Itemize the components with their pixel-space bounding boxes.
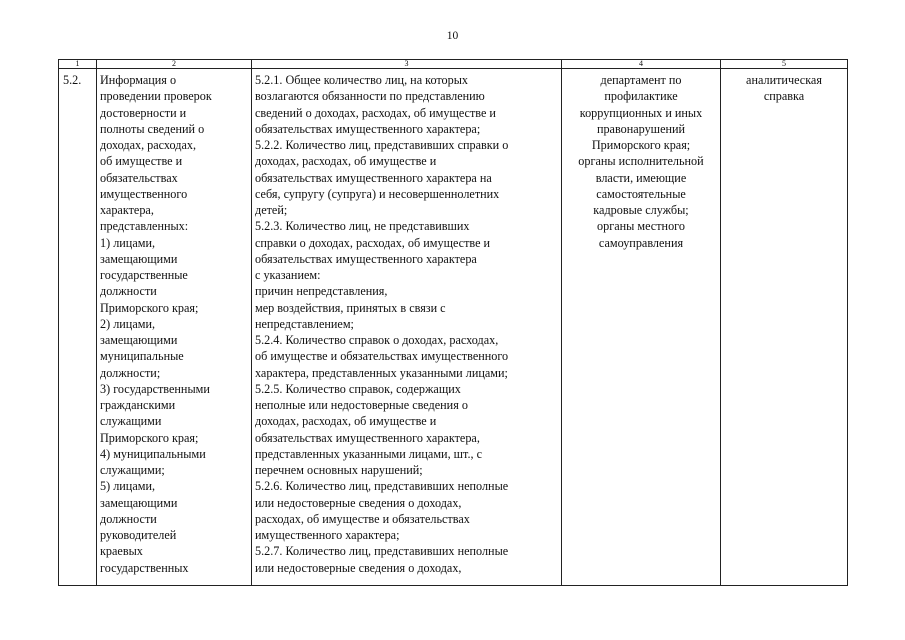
text-line: коррупционных и иных	[579, 105, 703, 120]
text-line: 2) лицами,	[100, 316, 156, 331]
column-number-1: 1	[59, 60, 97, 69]
text-line: 5.2.7. Количество лиц, представивших неполные	[255, 544, 509, 559]
indicators-text	[252, 69, 561, 576]
measure-cell	[97, 69, 252, 586]
text-line: или недостоверные сведения о доходах,	[255, 560, 462, 575]
text-line: сведений о доходах, расходах, об имуществе и	[255, 105, 496, 120]
text-line: Приморского края;	[591, 138, 691, 152]
text-line: государственных	[100, 560, 189, 575]
text-line: доходах, расходах, об имуществе и	[255, 154, 437, 169]
text-line: 5.2.5. Количество справок, содержащих	[255, 381, 461, 396]
item-number: 5.2.	[63, 73, 82, 87]
text-line: имущественного характера;	[255, 528, 400, 542]
text-line: департамент по	[600, 73, 682, 87]
text-line: должности	[100, 511, 157, 526]
text-line: 5.2.6. Количество лиц, представивших неполные	[255, 479, 509, 494]
text-line: органы местного	[597, 219, 685, 234]
report-form-text	[721, 69, 847, 105]
text-line: государственные	[100, 268, 188, 282]
text-line: с указанием:	[255, 268, 321, 282]
text-line: непредставлением;	[255, 316, 354, 331]
text-line: 5.2.3. Количество лиц, не представивших	[255, 219, 470, 234]
text-line: 1) лицами,	[100, 235, 156, 250]
text-line: 5.2.2. Количество лиц, представивших справки о	[255, 138, 509, 152]
text-line: правонарушений	[596, 121, 686, 136]
text-line: кадровые службы;	[593, 203, 689, 217]
text-line: краевых	[100, 544, 143, 559]
text-line: причин непредставления,	[255, 284, 388, 299]
report-form-cell	[721, 69, 848, 586]
text-line: профилактике	[604, 89, 678, 104]
column-number-2: 2	[97, 60, 252, 69]
item-number-cell	[59, 69, 97, 586]
column-numbers-row	[59, 60, 848, 69]
text-line: имущественного	[100, 186, 188, 201]
text-line: должности	[100, 284, 157, 299]
text-line: муниципальные	[100, 349, 184, 364]
text-line: аналитическая	[746, 73, 822, 87]
text-line: об имуществе и	[100, 154, 183, 169]
text-line: служащими;	[100, 463, 165, 477]
text-line: проведении проверок	[100, 89, 212, 104]
page-number: 10	[446, 30, 459, 42]
measure-text	[97, 69, 251, 576]
text-line: доходах, расходах, об имуществе и	[255, 414, 437, 429]
text-line: 5.2.1. Общее количество лиц, на которых	[255, 73, 469, 87]
text-line: неполные или недостоверные сведения о	[255, 398, 468, 412]
text-line: самоуправления	[598, 235, 684, 250]
plan-table	[58, 59, 848, 586]
text-line: обязательствах	[100, 170, 178, 185]
text-line: служащими	[100, 414, 162, 429]
text-line: перечнем основных нарушений;	[255, 463, 423, 477]
text-line: обязательствах имущественного характера;	[255, 121, 481, 136]
text-line: органы исполнительной	[578, 154, 704, 169]
text-line: гражданскими	[100, 398, 176, 412]
text-line: или недостоверные сведения о доходах,	[255, 495, 462, 510]
text-line: представленных указанными лицами, шт., с	[255, 446, 483, 461]
text-line: Информация о	[100, 73, 177, 87]
text-line: должности;	[100, 365, 161, 380]
text-line: справки о доходах, расходах, об имуществе и	[255, 235, 491, 250]
text-line: представленных:	[100, 219, 189, 234]
text-line: достоверности и	[100, 105, 187, 120]
text-line: обязательствах имущественного характера,	[255, 430, 480, 445]
responsible-text	[562, 69, 720, 251]
column-number-3: 3	[252, 60, 562, 69]
responsible-cell	[562, 69, 721, 586]
indicators-cell	[252, 69, 562, 586]
text-line: полноты сведений о	[100, 121, 205, 136]
text-line: замещающими	[100, 251, 178, 266]
text-line: 5) лицами,	[100, 479, 156, 494]
column-number-5: 5	[721, 60, 848, 69]
text-line: характера, представленных указанными лицами;	[255, 365, 508, 380]
text-line: мер воздействия, принятых в связи с	[255, 300, 446, 315]
text-line: возлагаются обязанности по представлению	[255, 89, 485, 104]
text-line: доходах, расходах,	[100, 138, 197, 152]
text-line: руководителей	[100, 528, 177, 542]
text-line: 3) государственными	[100, 381, 210, 396]
table-row	[59, 69, 848, 586]
text-line: характера,	[100, 203, 154, 217]
text-line: обязательствах имущественного характера	[255, 251, 477, 266]
text-line: обязательствах имущественного характера на	[255, 170, 492, 185]
text-line: замещающими	[100, 333, 178, 347]
column-number-4: 4	[562, 60, 721, 69]
text-line: об имуществе и обязательствах имущественного	[255, 349, 509, 364]
text-line: власти, имеющие	[595, 170, 687, 185]
text-line: замещающими	[100, 495, 178, 510]
text-line: справка	[763, 89, 805, 104]
text-line: себя, супругу (супруга) и несовершеннолетних	[255, 186, 500, 201]
text-line: детей;	[255, 203, 288, 217]
text-line: 4) муниципальными	[100, 446, 206, 461]
text-line: расходах, об имуществе и обязательствах	[255, 511, 470, 526]
text-line: Приморского края;	[100, 300, 199, 315]
text-line: Приморского края;	[100, 430, 199, 445]
text-line: 5.2.4. Количество справок о доходах, расходах,	[255, 333, 499, 347]
text-line: самостоятельные	[596, 186, 686, 201]
